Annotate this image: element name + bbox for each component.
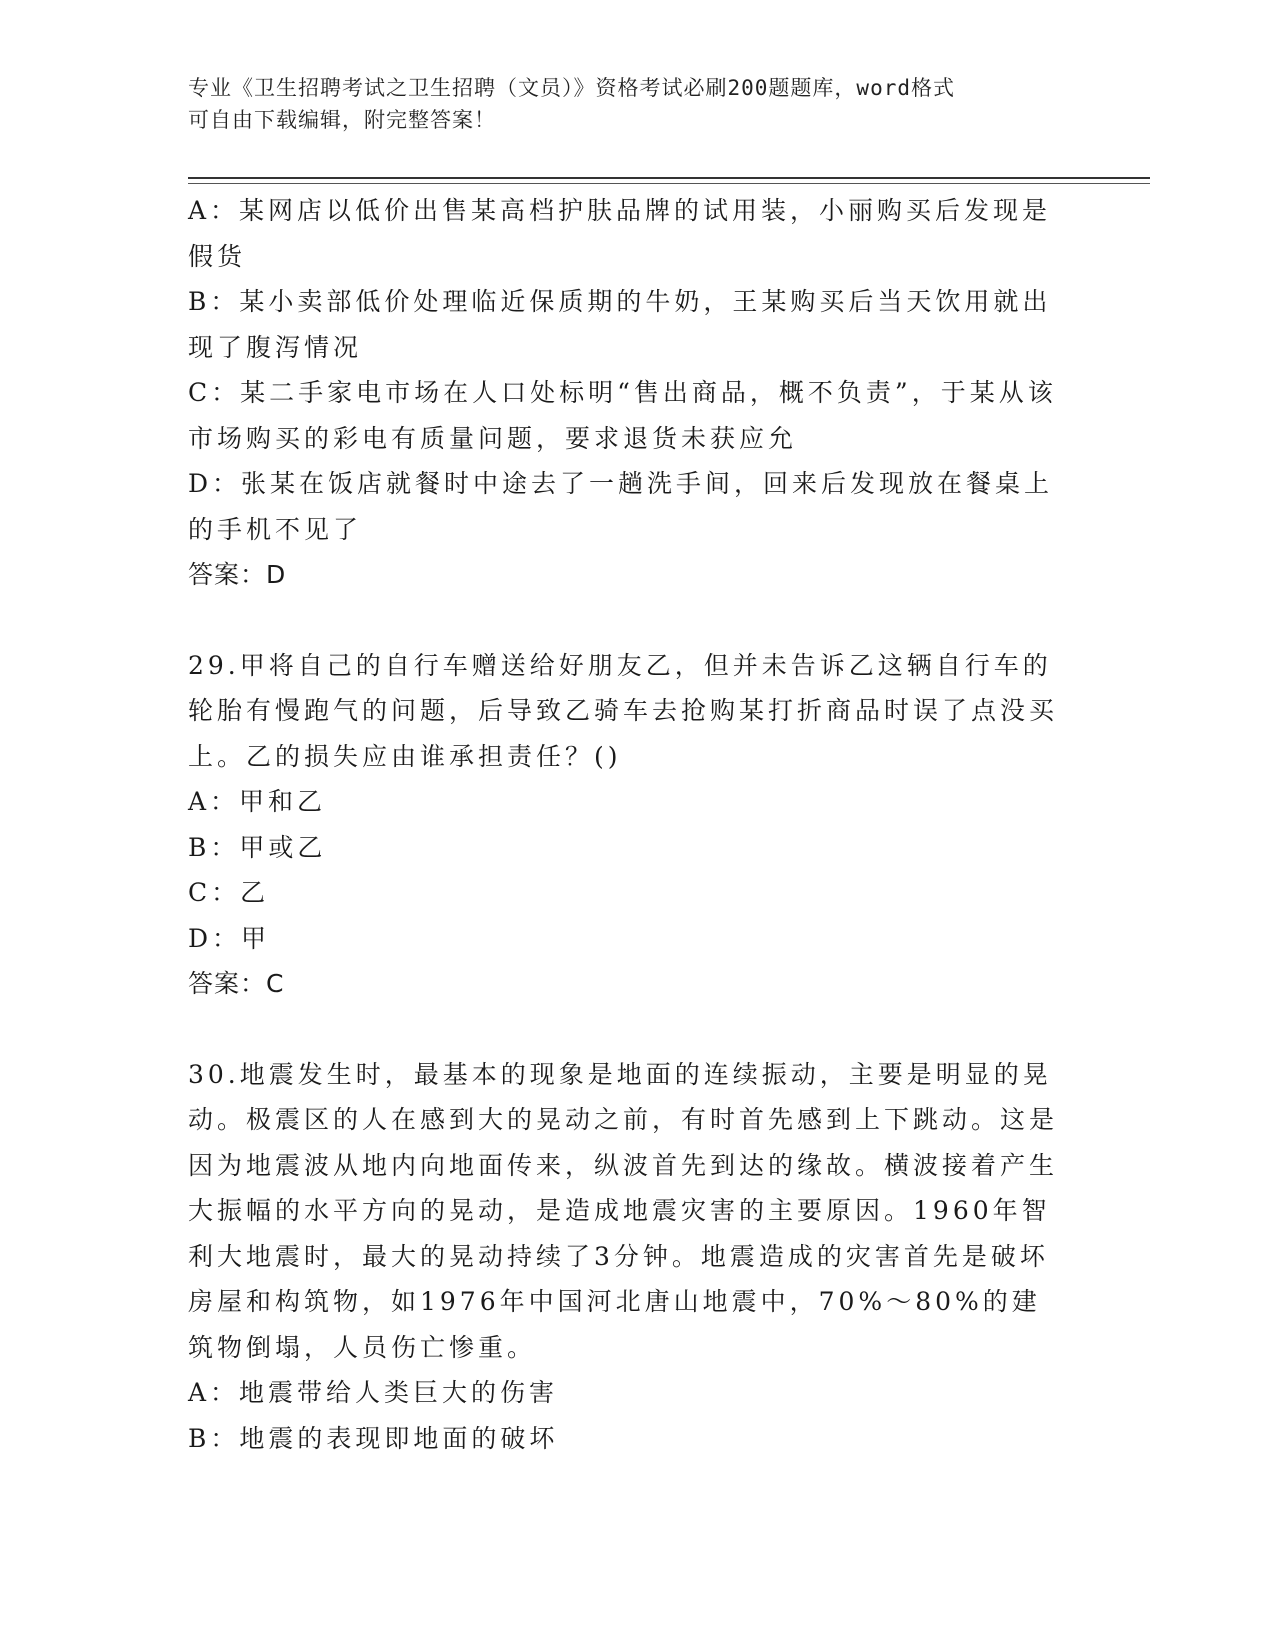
q29-option-c: C：乙	[188, 878, 270, 907]
q28-option-d: D：张某在饭店就餐时中途去了一趟洗手间，回来后发现放在餐桌上的手机不见了	[188, 469, 1054, 544]
question-29	[188, 643, 1068, 1007]
q30-question: 30.地震发生时，最基本的现象是地面的连续振动，主要是明显的晃动。极震区的人在感到大的晃动之前，有时首先感到上下跳动。这是因为地震波从地内向地面传来，纵波首先到达的缘故。横波接着产生大振幅的水平方向的晃动，是造成地震灾害的主要原因。1960年智利大地震时，最大的晃动持续了3分钟。地震造成的灾害首先是破坏房屋和构筑物，如1976年中国河北唐山地震中，70%～80%的建筑物倒塌，人员伤亡惨重。	[188, 1059, 1059, 1362]
q29-option-b: B：甲或乙	[188, 832, 327, 862]
page-header	[188, 72, 1068, 136]
header-line-2: 可自由下载编辑，附完整答案！	[188, 108, 496, 132]
q30-option-a: A：地震带给人类巨大的伤害	[188, 1378, 559, 1407]
q29-answer: 答案：C	[188, 969, 285, 998]
q29-question: 29.甲将自己的自行车赠送给好朋友乙，但并未告诉乙这辆自行车的轮胎有慢跑气的问题，后导致乙骑车去抢购某打折商品时误了点没买上。乙的损失应由谁承担责任？()	[188, 650, 1059, 771]
spacer	[188, 1007, 1068, 1052]
question-28	[188, 188, 1068, 598]
header-line-1: 专业《卫生招聘考试之卫生招聘（文员）》资格考试必刷200题题库，word格式	[188, 76, 955, 100]
q29-option-a: A：甲和乙	[188, 787, 327, 816]
question-30	[188, 1052, 1068, 1462]
q29-option-d: D：甲	[188, 923, 271, 953]
q28-answer: 答案：D	[188, 560, 287, 589]
q28-option-a: A：某网店以低价出售某高档护肤品牌的试用装，小丽购买后发现是假货	[188, 196, 1052, 271]
q30-option-b: B：地震的表现即地面的破坏	[188, 1423, 559, 1453]
question-content	[188, 188, 1068, 1461]
spacer	[188, 598, 1068, 643]
header-rule-thick	[188, 177, 1150, 179]
q28-option-b: B：某小卖部低价处理临近保质期的牛奶，王某购买后当天饮用就出现了腹泻情况	[188, 287, 1052, 362]
q28-option-c: C：某二手家电市场在人口处标明“售出商品，概不负责”，于某从该市场购买的彩电有质量问题，要求退货未获应允	[188, 378, 1057, 453]
header-rule-thin	[188, 183, 1150, 184]
